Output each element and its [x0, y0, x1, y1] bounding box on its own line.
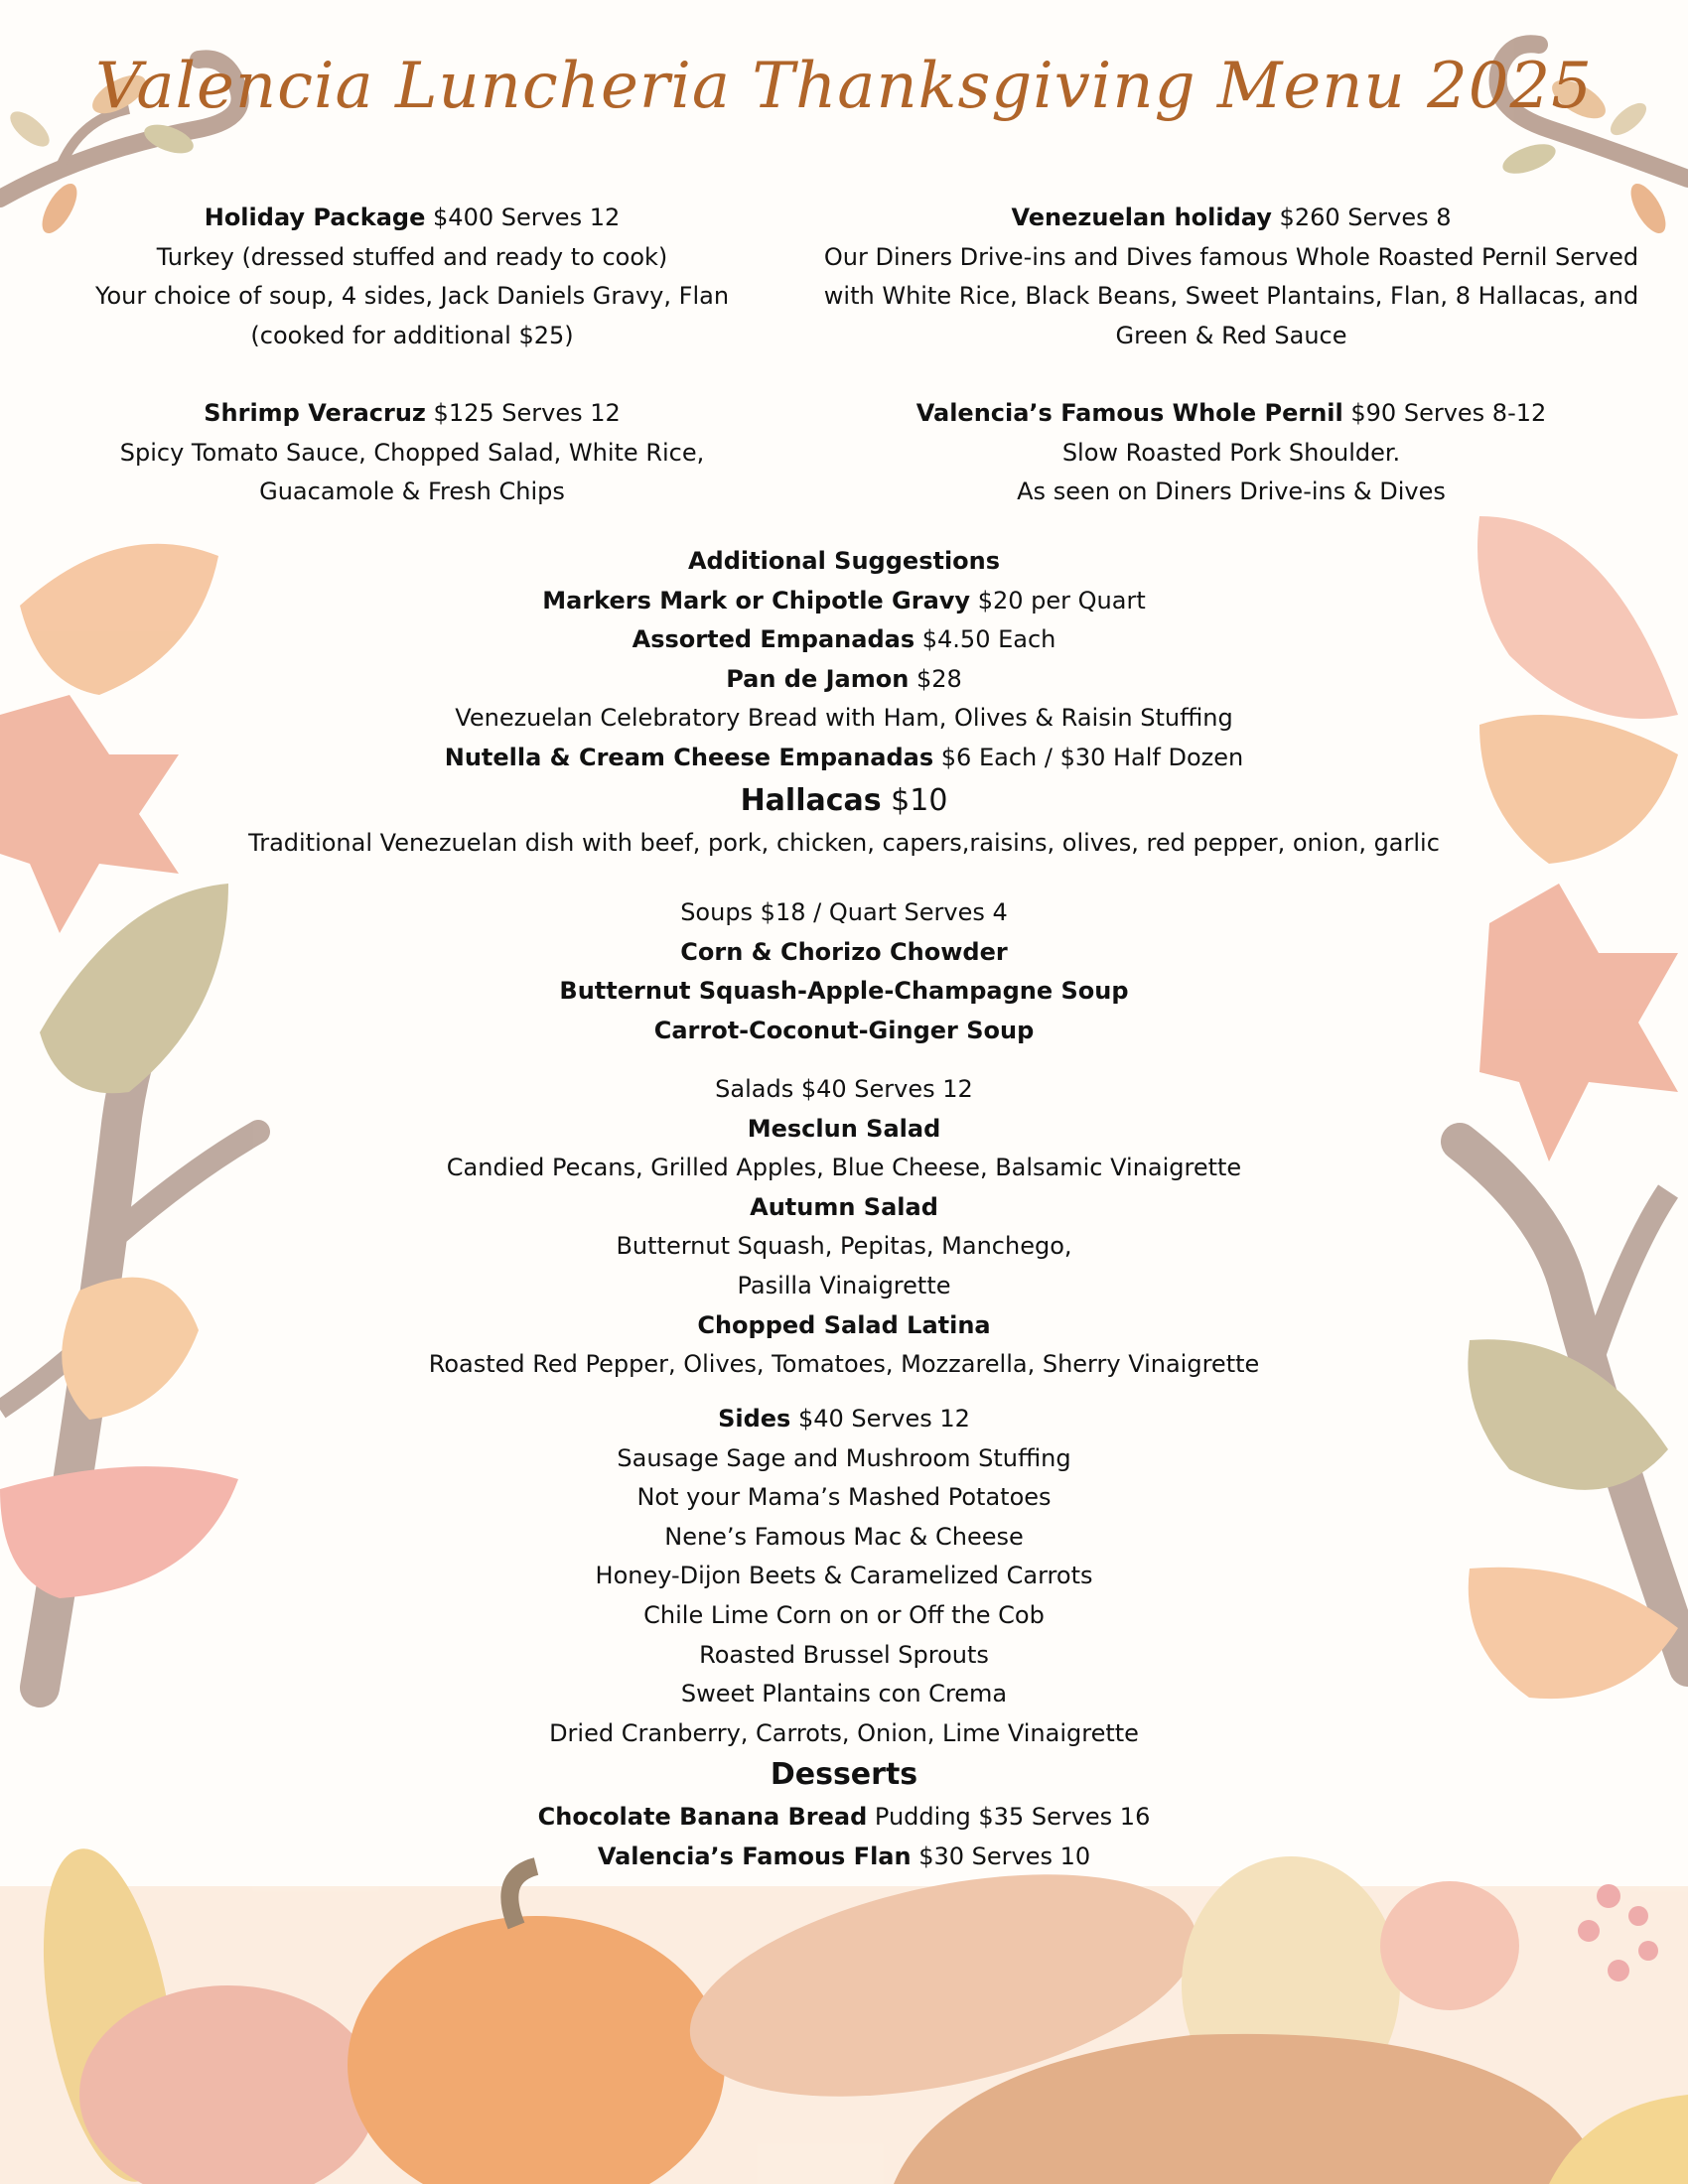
section-heading: Sides [718, 1405, 791, 1433]
section-heading: Soups $18 / Quart Serves 4 [680, 898, 1008, 926]
item-price: $30 Serves 10 [918, 1842, 1091, 1870]
soup-item: Corn & Chorizo Chowder [680, 937, 1008, 966]
side-item: Roasted Brussel Sprouts [699, 1640, 989, 1669]
item-price: $28 [915, 664, 962, 693]
item-name: Hallacas [740, 782, 882, 818]
side-item: Sausage Sage and Mushroom Stuffing [617, 1443, 1071, 1472]
soup-item: Butternut Squash-Apple-Champagne Soup [559, 977, 1129, 1006]
holiday-package [79, 199, 745, 355]
section-heading: Additional Suggestions [687, 547, 1001, 575]
section-heading: Desserts [770, 1757, 918, 1792]
item-desc: Guacamole & Fresh Chips [259, 478, 565, 506]
item-name: Holiday Package [204, 204, 426, 231]
item-price: $20 per Quart [977, 586, 1146, 614]
side-item: Chile Lime Corn on or Off the Cob [643, 1600, 1045, 1629]
item-price: $6 Each / $30 Half Dozen [940, 743, 1244, 771]
item-name: Autumn Salad [750, 1192, 938, 1221]
item-desc: Slow Roasted Pork Shoulder. [1061, 438, 1401, 467]
item-price: $125 Serves 12 [433, 399, 621, 427]
side-item: Nene’s Famous Mac & Cheese [664, 1522, 1024, 1551]
menu-title: Valencia Luncheria Thanksgiving Menu 2025 [95, 50, 1593, 123]
side-item: Not your Mama’s Mashed Potatoes [636, 1483, 1052, 1512]
item-desc: with White Rice, Black Beans, Sweet Plantains, Flan, 8 Hallacas, and [823, 282, 1639, 311]
item-price: $40 Serves 12 [797, 1405, 970, 1433]
item-name: Mesclun Salad [747, 1114, 941, 1143]
side-item: Sweet Plantains con Crema [680, 1680, 1008, 1708]
side-item: Dried Cranberry, Carrots, Onion, Lime Vinaigrette [549, 1718, 1139, 1747]
item-desc: Pasilla Vinaigrette [737, 1271, 951, 1299]
item-name: Chocolate Banana Bread [537, 1803, 868, 1831]
item-desc: Venezuelan Celebratory Bread with Ham, Olives & Raisin Stuffing [455, 704, 1233, 733]
item-price: $4.50 Each [921, 625, 1056, 654]
item-desc: Our Diners Drive-ins and Dives famous Whole Roasted Pernil Served [823, 242, 1639, 271]
whole-pernil [814, 394, 1648, 512]
sides-section [199, 1400, 1489, 1753]
desserts-section [199, 1752, 1489, 1876]
item-desc: Traditional Venezuelan dish with beef, pork, chicken, capers,raisins, olives, red pepper, onion, garlic [248, 828, 1440, 857]
shrimp-veracruz [79, 394, 745, 512]
item-price: $90 Serves 8-12 [1350, 399, 1547, 427]
side-item: Honey-Dijon Beets & Caramelized Carrots [595, 1562, 1093, 1590]
item-desc: (cooked for additional $25) [250, 321, 574, 349]
item-name: Nutella & Cream Cheese Empanadas [444, 743, 934, 771]
item-price: $10 [891, 782, 948, 818]
item-price: Pudding $35 Serves 16 [874, 1803, 1151, 1831]
item-desc: Roasted Red Pepper, Olives, Tomatoes, Mozzarella, Sherry Vinaigrette [428, 1350, 1260, 1379]
item-desc: As seen on Diners Drive-ins & Dives [1017, 478, 1446, 506]
soups-section [199, 893, 1489, 1050]
venezuelan-holiday [814, 199, 1648, 355]
item-name: Markers Mark or Chipotle Gravy [542, 586, 971, 614]
item-name: Valencia’s Famous Flan [597, 1842, 912, 1870]
item-desc: Candied Pecans, Grilled Apples, Blue Cheese, Balsamic Vinaigrette [446, 1154, 1242, 1182]
item-price: $400 Serves 12 [433, 204, 621, 231]
item-name: Venezuelan holiday [1011, 204, 1272, 231]
salads-section [199, 1070, 1489, 1385]
additional-suggestions [199, 542, 1489, 863]
item-name: Chopped Salad Latina [697, 1310, 991, 1339]
item-name: Shrimp Veracruz [204, 399, 426, 427]
item-price: $260 Serves 8 [1279, 204, 1452, 231]
section-heading: Salads $40 Serves 12 [715, 1075, 973, 1103]
item-desc: Butternut Squash, Pepitas, Manchego, [616, 1232, 1072, 1261]
item-desc: Spicy Tomato Sauce, Chopped Salad, White Rice, [119, 438, 705, 467]
item-name: Pan de Jamon [726, 664, 910, 693]
item-desc: Your choice of soup, 4 sides, Jack Daniels Gravy, Flan [94, 282, 730, 311]
item-desc: Green & Red Sauce [1115, 321, 1347, 349]
item-name: Assorted Empanadas [632, 625, 915, 654]
item-name: Valencia’s Famous Whole Pernil [915, 399, 1343, 427]
item-desc: Turkey (dressed stuffed and ready to cook) [156, 242, 668, 271]
soup-item: Carrot-Coconut-Ginger Soup [653, 1016, 1035, 1044]
